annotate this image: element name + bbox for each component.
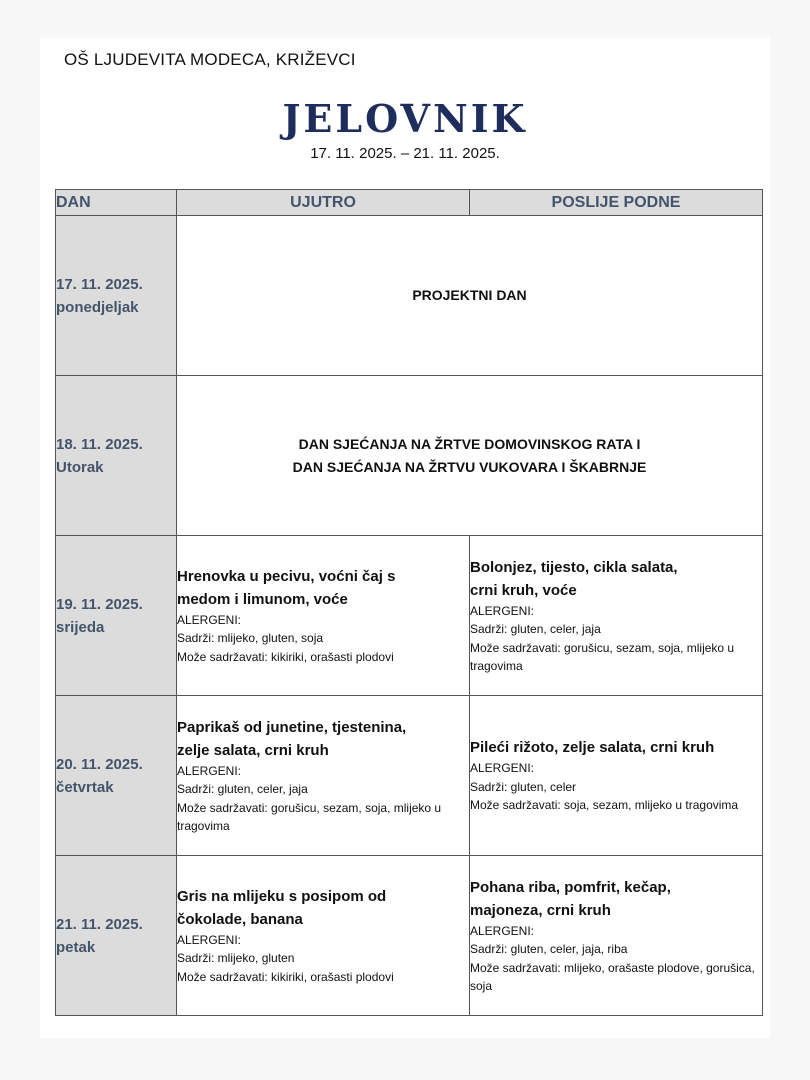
- day-cell: [56, 856, 177, 1016]
- allergen-contains: Sadrži: mlijeko, gluten: [177, 951, 295, 966]
- day-date: 17. 11. 2025.: [56, 275, 143, 293]
- day-date: 20. 11. 2025.: [56, 755, 143, 773]
- meal-name-line: Paprikaš od junetine, tjestenina,: [177, 718, 407, 736]
- full-day-line: DAN SJEĆANJA NA ŽRTVE DOMOVINSKOG RATA I: [298, 435, 641, 452]
- allergen-may-contain: Može sadržavati: gorušicu, sezam, soja, mlijeko u tragovima: [177, 800, 442, 833]
- day-weekday: srijeda: [56, 618, 105, 636]
- full-day-cell: [177, 216, 763, 376]
- table-row: [56, 376, 763, 536]
- allergen-label: ALERGENI:: [470, 761, 535, 776]
- header-day: DAN: [56, 190, 177, 216]
- full-day-line: PROJEKTNI DAN: [412, 287, 527, 303]
- meal-name-line: medom i limunom, voće: [177, 590, 348, 608]
- date-range: 17. 11. 2025. – 21. 11. 2025.: [310, 145, 500, 162]
- allergen-contains: Sadrži: gluten, celer: [470, 779, 577, 794]
- allergen-contains: Sadrži: gluten, celer, jaja, riba: [470, 942, 628, 956]
- allergen-may-contain: Može sadržavati: kikiriki, orašasti plodovi: [177, 969, 394, 984]
- allergen-contains: Sadrži: gluten, celer, jaja: [470, 622, 601, 636]
- allergen-contains: Sadrži: gluten, celer, jaja: [177, 782, 308, 796]
- allergen-label: ALERGENI:: [177, 612, 242, 627]
- allergen-label: ALERGENI:: [177, 932, 242, 947]
- meal-name-line: čokolade, banana: [177, 910, 303, 928]
- header-afternoon: POSLIJE PODNE: [470, 190, 763, 216]
- table-row: [56, 216, 763, 376]
- school-name: OŠ LJUDEVITA MODECA, KRIŽEVCI: [64, 50, 356, 69]
- allergen-contains: Sadrži: mlijeko, gluten, soja: [177, 631, 324, 646]
- page-title: JELOVNIK: [282, 96, 528, 141]
- meal-name-line: Bolonjez, tijesto, cikla salata,: [470, 558, 678, 576]
- afternoon-meal-cell: [470, 856, 763, 1016]
- allergen-may-contain: Može sadržavati: gorušicu, sezam, soja, mlijeko u tragovima: [470, 640, 735, 673]
- allergen-label: ALERGENI:: [177, 763, 242, 778]
- allergen-may-contain: Može sadržavati: mlijeko, orašaste plodove, gorušica, soja: [470, 960, 755, 993]
- afternoon-meal-cell: [470, 536, 763, 696]
- day-weekday: četvrtak: [56, 778, 114, 796]
- full-day-cell: [177, 376, 763, 536]
- morning-meal-cell: [177, 856, 470, 1016]
- day-cell: [56, 696, 177, 856]
- day-date: 18. 11. 2025.: [56, 435, 143, 453]
- morning-meal-cell: [177, 696, 470, 856]
- allergen-label: ALERGENI:: [470, 923, 535, 938]
- day-cell: [56, 376, 177, 536]
- day-weekday: ponedjeljak: [56, 298, 139, 316]
- day-weekday: Utorak: [56, 458, 104, 476]
- day-date: 21. 11. 2025.: [56, 915, 143, 933]
- afternoon-meal-cell: [470, 696, 763, 856]
- meal-name-line: zelje salata, crni kruh: [177, 741, 329, 759]
- table-row: [56, 536, 763, 696]
- morning-meal-cell: [177, 536, 470, 696]
- day-date: 19. 11. 2025.: [56, 595, 143, 613]
- allergen-may-contain: Može sadržavati: soja, sezam, mlijeko u tragovima: [470, 798, 739, 813]
- meal-name-line: crni kruh, voće: [470, 581, 577, 599]
- meal-name-line: majoneza, crni kruh: [470, 901, 611, 919]
- meal-name-line: Gris na mlijeku s posipom od: [177, 887, 387, 905]
- header-morning: UJUTRO: [177, 190, 470, 216]
- table-row: [56, 696, 763, 856]
- day-weekday: petak: [56, 938, 96, 956]
- day-cell: [56, 216, 177, 376]
- day-cell: [56, 536, 177, 696]
- meal-name-line: Hrenovka u pecivu, voćni čaj s: [177, 567, 396, 585]
- header-row: [56, 190, 763, 216]
- table-row: [56, 856, 763, 1016]
- allergen-label: ALERGENI:: [470, 603, 535, 618]
- allergen-may-contain: Može sadržavati: kikiriki, orašasti plodovi: [177, 649, 394, 664]
- meal-name-line: Pileći rižoto, zelje salata, crni kruh: [470, 739, 715, 757]
- menu-table: [55, 189, 763, 1016]
- full-day-line: DAN SJEĆANJA NA ŽRTVU VUKOVARA I ŠKABRNJE: [292, 458, 647, 475]
- meal-name-line: Pohana riba, pomfrit, kečap,: [470, 878, 671, 896]
